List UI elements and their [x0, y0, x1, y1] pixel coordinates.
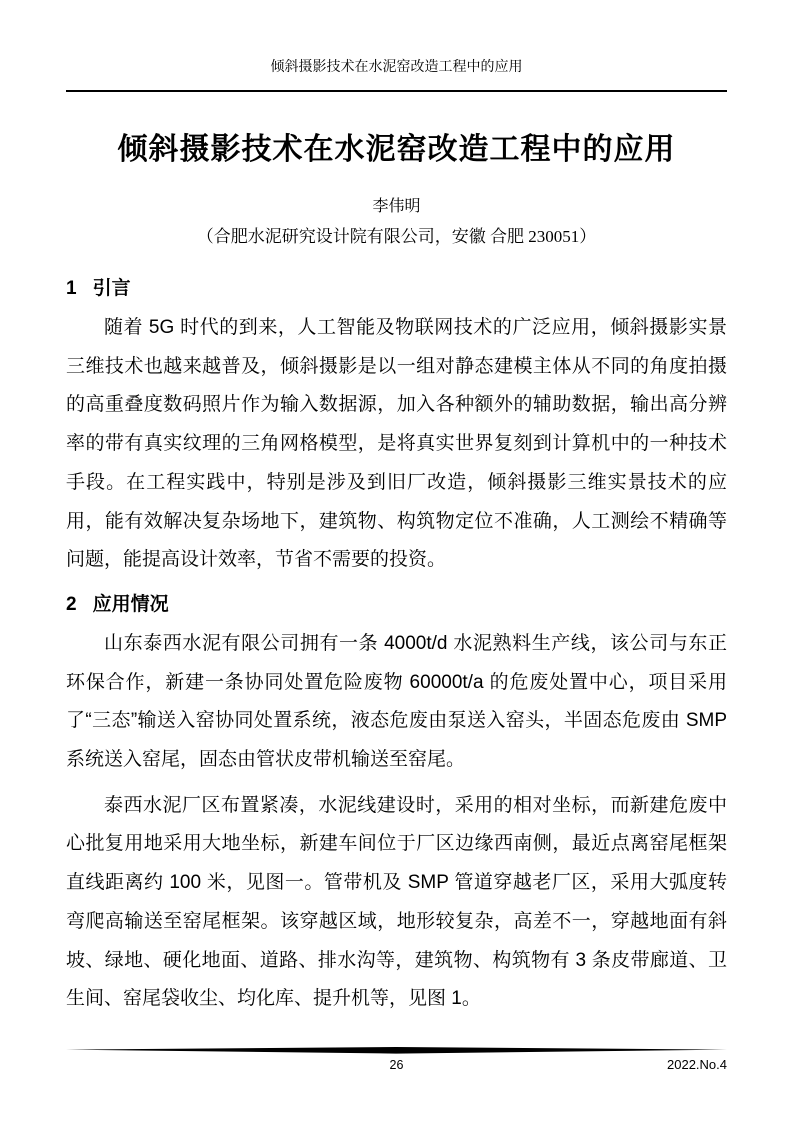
page-number: 26	[389, 1058, 404, 1072]
header-rule	[66, 90, 727, 92]
paragraph-introduction: 随着 5G 时代的到来，人工智能及物联网技术的广泛应用，倾斜摄影实景三维技术也越来越普及，倾斜摄影是以一组对静态建模主体从不同的角度拍摄的高重叠度数码照片作为输入数据源，加入各种额外的辅助数据，输出高分辨率的带有真实纹理的三角网格模型，是将真实世界复刻到计算机中的一种技术手段。在工程实践中，特别是涉及到旧厂改造，倾斜摄影三维实景技术的应用，能有效解决复杂场地下，建筑物、构筑物定位不准确，人工测绘不精确等问题，能提高设计效率，节省不需要的投资。	[66, 317, 727, 571]
section-heading-2	[66, 591, 727, 618]
section-introduction	[66, 275, 727, 580]
author-affiliation: （合肥水泥研究设计院有限公司，安徽 合肥 230051）	[196, 227, 597, 246]
author-name: 李伟明	[372, 198, 421, 215]
section-number-2: 2	[66, 593, 77, 615]
article-title: 倾斜摄影技术在水泥窑改造工程中的应用	[117, 133, 676, 166]
section-number-1: 1	[66, 278, 77, 299]
footer-row	[66, 1056, 727, 1074]
section-title-2: 应用情况	[92, 593, 169, 615]
page-footer	[66, 1047, 727, 1074]
footer-rule	[66, 1047, 727, 1054]
running-header	[66, 0, 727, 92]
running-header-title: 倾斜摄影技术在水泥窑改造工程中的应用	[270, 60, 523, 75]
paragraph-application-2: 泰西水泥厂区布置紧凑，水泥线建设时，采用的相对坐标，而新建危废中心批复用地采用大地坐标，新建车间位于厂区边缘西南侧，最近点离窑尾框架直线距离约 100 米，见图一。管带机及 SMP 管道穿越老厂区，采用大弧度转弯爬高输送至窑尾框架。该穿越区域，地形较复杂，高差不一，穿越地面有斜坡、绿地、硬化地面、道路、排水沟等，建筑物、构筑物有 3 条皮带廊道、卫生间、窑尾袋收尘、均化库、提升机等，见图 1。	[66, 794, 727, 1010]
section-heading-1	[66, 275, 727, 302]
section-application	[66, 591, 727, 1019]
issue-label: 2022.No.4	[667, 1057, 727, 1072]
section-title-1: 引言	[92, 278, 131, 299]
paragraph-application-1: 山东泰西水泥有限公司拥有一条 4000t/d 水泥熟料生产线，该公司与东正环保合作，新建一条协同处置危险废物 60000t/a 的危废处置中心，项目采用了“三态”输送入窑协同处置系统，液态危废由泵送入窑头，半固态危废由 SMP 系统送入窑尾，固态由管状皮带机输送至窑尾。	[66, 632, 727, 771]
